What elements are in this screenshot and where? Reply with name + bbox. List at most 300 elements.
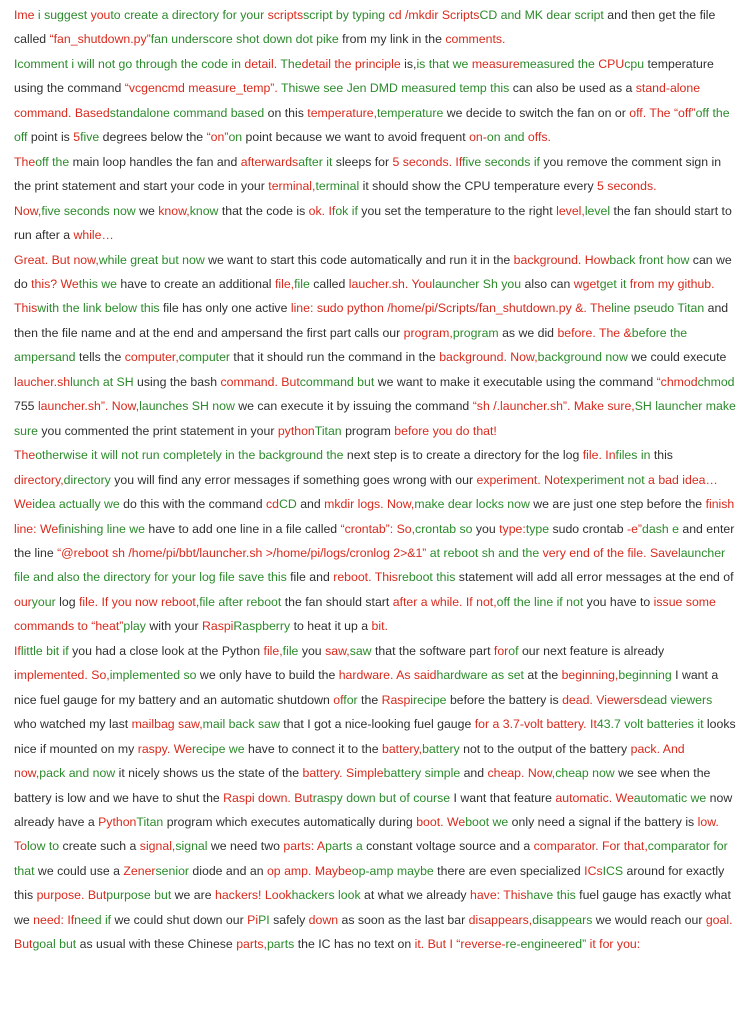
text-run: now already have a [14,790,733,829]
text-run: Raspi down. [223,790,291,805]
text-run: is that we [416,56,472,71]
text-run: directory [63,472,111,487]
text-run: know, [158,203,190,218]
text-run: If [325,203,336,218]
text-run: I want that feature [450,790,556,805]
text-run: have this [526,888,576,903]
text-run: sudo crontab [549,521,627,536]
text-run: 5 seconds. [392,154,453,169]
text-run: line pseudo Titan [611,301,705,316]
text-run: goal. [705,912,733,927]
text-run: reboot this [397,570,456,585]
text-run: low to [27,839,60,854]
text-run: pack and now [39,766,116,781]
transcript-paragraph [14,150,738,199]
text-run: To [14,839,27,854]
text-run: chmod [697,374,735,389]
text-run: make dear locks now [414,497,530,512]
text-run: Raspberry [233,619,291,634]
text-run: wget [573,276,600,291]
text-run: recipe we [191,741,245,756]
text-run: can we do [14,252,732,291]
text-run: and [460,766,488,781]
text-run: Based [71,105,110,120]
text-run: not to the output of the battery [459,741,631,756]
text-run: file. [582,448,602,463]
text-run: CD and MK dear script [479,8,604,22]
text-run: low. [697,814,719,829]
text-run: hardware. [338,668,394,683]
text-run: program, [403,325,453,340]
text-run: You [408,276,433,291]
text-run: is, [404,56,417,71]
text-run: A [314,839,326,854]
text-run: a bad idea… [644,472,718,487]
text-run: know [189,203,219,218]
text-run: temperature, [307,105,378,120]
text-run: need if [74,912,112,927]
text-run: “vcgencmd measure_temp”. [124,81,278,96]
text-run: get it [599,276,627,291]
text-run: the IC has no text on [294,937,415,952]
text-run: with your [145,619,202,634]
text-run: CD [279,497,297,512]
text-run: Now, [506,350,538,365]
text-run: Save [646,545,678,560]
text-run: reboot. [333,570,372,585]
text-run: Icomment i will not go through the code in [14,56,245,71]
text-run: -e” [627,521,643,536]
text-run: file, [263,643,283,658]
text-run: to create a directory for your [110,8,268,22]
text-run: it nicely shows us the state of the [115,766,303,781]
text-run: comments. [445,32,506,47]
text-run: terminal [315,179,360,194]
text-run: we would reach our [592,912,706,927]
text-run: We [612,790,634,805]
text-run: i suggest [34,8,91,22]
text-run: cheap now [555,766,615,781]
text-run: off the [35,154,70,169]
text-run: ICS [602,863,624,878]
text-run: file has only one active [159,301,291,316]
text-run: this [650,448,673,463]
text-run: experiment. [476,472,541,487]
transcript-paragraph [14,199,738,248]
text-run: before you do that! [394,423,497,438]
text-run: around for exactly this [14,863,725,903]
text-run: you set the temperature to the right [357,203,557,218]
text-run: of [508,643,519,658]
text-run: “crontab”: [340,521,394,536]
text-run: file [294,276,310,291]
text-run: goal but [32,937,77,952]
text-run: program which executes automatically during [163,814,417,829]
text-run: “on” [206,130,229,145]
text-run: degrees below the [99,130,207,145]
text-run: we are [171,888,215,903]
text-run: before. [557,325,596,340]
text-run: command but [299,374,375,389]
text-run: implemented so [109,668,197,683]
text-run: cd /mkdir Scripts [388,8,480,22]
text-run: this? [31,276,58,291]
text-run: type: [499,521,526,536]
text-run: automatic we [633,790,707,805]
text-run: Not [540,472,564,487]
text-run: on this [264,105,308,120]
text-run: and enter the line [14,521,735,560]
text-run: So, [87,668,110,683]
text-run: it for you: [586,937,641,952]
text-run: The [586,301,612,316]
text-run: mkdir logs. [324,497,384,512]
text-run: comparator for that [14,839,728,878]
text-run: boot. [416,814,444,829]
text-run: that I got a nice-looking fuel gauge [279,717,475,732]
text-run: But [277,374,300,389]
text-run: As said [393,668,437,683]
text-run: terminal, [268,179,316,194]
text-run: background. [439,350,507,365]
text-run: saw [349,643,372,658]
text-run: of [333,692,344,707]
text-run: disappears, [468,912,533,927]
text-run: also can [521,276,574,291]
text-run: op amp. [266,863,312,878]
text-run: Maybe [311,863,352,878]
text-run: beginning, [561,668,619,683]
text-run: before the battery is [446,692,563,707]
text-run: while… [73,228,114,243]
text-run: we can execute it by issuing the command [234,399,473,414]
text-run: But I “reverse- [424,937,506,952]
text-run: we need two [207,839,284,854]
text-run: level [584,203,611,218]
text-run: raspy. [137,741,171,756]
text-run: The [14,448,36,463]
text-run: offs. [527,130,551,145]
text-run: laucher.sh [14,374,71,389]
text-run: Zener [123,863,156,878]
text-run: idea actually we [32,497,120,512]
text-run: safely [269,912,309,927]
text-run: hardware as set [436,668,524,683]
text-run: pack. [630,741,661,756]
text-run: implemented. [14,668,88,683]
text-run: can also be used as a [509,81,636,96]
text-run: for [493,643,509,658]
text-run: our next feature is already [518,643,665,658]
text-run: you had a close look at the Python [68,643,264,658]
text-run: main loop handles the fan and [69,154,241,169]
text-run: launcher file and also the directory for your log file save this [14,545,726,585]
text-run: we see when the battery is low and we have to shut the [14,766,711,805]
text-run: you have to [583,594,654,609]
text-run: file [282,643,299,658]
text-run: launcher.sh”. [37,399,109,414]
text-run: Now, [524,766,556,781]
text-run: finish line: [14,497,735,536]
text-run: have to create an additional [117,276,275,291]
text-run: standalone command based [109,105,265,120]
text-run: create such a [59,839,140,854]
text-run: The “off” [646,105,696,120]
text-run: temperature [377,105,444,120]
text-run: boot we [465,814,509,829]
text-run: file and [286,570,334,585]
text-run: before the ampersand [14,325,688,365]
text-run: five seconds if [462,154,540,169]
text-run: disappears [532,912,593,927]
text-run: In [601,448,616,463]
text-run: only need a signal if the battery is [508,814,698,829]
text-run: PI [258,912,270,927]
text-run: ok. [308,203,326,218]
text-run: raspy down but of course [312,790,451,805]
text-run: dead viewers [639,692,713,707]
text-run: issue some commands to “heat” [14,594,716,634]
text-run: ok if [335,203,358,218]
text-run: do this with the command [119,497,267,512]
text-run: lunch at SH [70,374,134,389]
transcript-paragraph [14,834,738,956]
text-run: off the line if not [496,594,584,609]
text-run: hackers look [291,888,361,903]
transcript-paragraph [14,639,738,835]
text-run: on and [486,130,528,145]
text-run: the fan should start to run after a [14,203,732,243]
text-run: on- [469,130,487,145]
text-run: beginning [618,668,672,683]
text-run: battery, [381,741,423,756]
text-run: Make sure, [570,399,635,414]
text-run: cheap. [487,766,525,781]
text-run: using the bash [133,374,221,389]
text-run: “sh /.launcher.sh”. [472,399,571,414]
text-run: you [472,521,500,536]
text-run: computer [178,350,231,365]
text-run: 5 [73,130,81,145]
text-run: How [581,252,610,267]
text-run: that the software part [371,643,494,658]
text-run: and then get the file called [14,8,716,47]
text-run: after it [298,154,333,169]
text-run: We [57,276,79,291]
text-run: I want a nice fuel gauge for my battery and an automatic shutdown [14,668,719,707]
text-run: level, [556,203,585,218]
text-run: parts a [325,839,363,854]
text-run: ICs [584,863,603,878]
text-run: on [228,130,243,145]
text-run: crontab so [415,521,473,536]
text-run: Great. [14,252,49,267]
text-run: We [443,814,466,829]
text-run: file. [78,594,99,609]
text-run: type [525,521,550,536]
text-run: for a 3.7-volt battery. [474,717,587,732]
text-run: “@reboot sh /home/pi/bbt/launcher.sh >/home/pi/logs/cronlog 2>&1” [57,545,427,560]
text-run: Raspi [201,619,234,634]
text-run: as we did [498,325,558,340]
text-run: bit. [371,619,388,634]
text-run: play [123,619,146,634]
text-run: We [36,521,59,536]
text-run: If [14,643,21,658]
text-run: But [84,888,107,903]
text-run: little bit if [20,643,69,658]
text-run: it. [414,937,425,952]
text-run: very end of the file. [539,545,647,560]
text-run: script by typing [303,8,389,22]
text-run: background. [513,252,582,267]
text-run: you [298,643,326,658]
text-run: you [90,8,111,22]
text-run: we could execute [627,350,727,365]
text-run: Thiswe see Jen DMD measured temp this [277,81,510,96]
text-run: experiment not [563,472,645,487]
text-run: dead. [562,692,593,707]
text-run: constant voltage source and a [362,839,534,854]
text-run: detail the principle [301,56,405,71]
text-run: we want to make it executable using the command [374,374,657,389]
text-run: Raspi [381,692,414,707]
text-run: file, [274,276,295,291]
text-run: recipe [413,692,447,707]
text-run: and [296,497,325,512]
text-run: down [308,912,339,927]
text-run: five [80,130,100,145]
text-run: five seconds now [41,203,136,218]
text-run: Look [261,888,292,903]
text-run: this we [78,276,118,291]
text-run: It [586,717,597,732]
text-run: from my link in the [338,32,446,47]
text-run: finishing line we [58,521,146,536]
text-run: stand-alone command. [14,81,701,120]
transcript-paragraph [14,443,738,639]
text-run: battery. [302,766,343,781]
text-run: scripts [267,8,304,22]
text-run: looks nice if mounted on my [14,717,736,756]
text-run: background now [537,350,628,365]
text-run: sleeps for [332,154,393,169]
text-run: file after reboot [199,594,282,609]
text-run: the fan should start [281,594,393,609]
transcript-paragraph [14,3,738,52]
text-run: our [14,594,32,609]
text-run: launcher Sh you [432,276,522,291]
text-run: have to add one line in a file called [145,521,341,536]
text-run: have: [470,888,501,903]
text-run: mailbag saw, [131,717,203,732]
text-run: If [452,154,463,169]
text-run: we want to start this code automatically and run it in the [204,252,514,267]
text-run: after a while. [392,594,463,609]
text-run: program [341,423,395,438]
text-run: point because we want to avoid frequent [242,130,470,145]
text-run: We [14,497,33,512]
text-run: as soon as the last bar [338,912,469,927]
text-run: parts, [236,937,267,952]
text-run: Titan [136,814,164,829]
text-run: files in [615,448,651,463]
text-run: saw, [325,643,350,658]
text-run: Ime [14,8,35,22]
text-run: who watched my last [14,717,132,732]
text-run: next step is to create a directory for the log [343,448,583,463]
text-run: battery simple [383,766,461,781]
text-run: If not, [462,594,497,609]
text-run: we are just one step before the [529,497,706,512]
text-run: we could use a [34,863,124,878]
text-run: we could shut down our [111,912,248,927]
text-run: at the [523,668,562,683]
text-run: If [63,912,75,927]
text-run: This [500,888,527,903]
text-run: your [31,594,56,609]
text-run: SH launcher make sure [14,399,736,438]
text-run: called [309,276,349,291]
text-run: op-amp maybe [351,863,434,878]
text-run: diode and an [189,863,267,878]
text-run: 755 [14,399,38,414]
text-run: CPU [598,56,625,71]
text-run: The [277,56,302,71]
text-run: We [170,741,192,756]
text-run: battery [422,741,460,756]
text-run: python [277,423,315,438]
text-run: parts: [283,839,315,854]
text-run: re-engineered” [505,937,587,952]
text-run: This [14,301,38,316]
text-run: cd [266,497,280,512]
text-run: dash e [642,521,679,536]
text-run: otherwise it will not run completely in the background the [35,448,344,463]
text-run: Viewers [592,692,640,707]
text-run: comparator. [533,839,599,854]
text-run: to heat it up a [290,619,372,634]
text-run: computer, [124,350,179,365]
text-run: command. [220,374,278,389]
text-run: Now, [383,497,415,512]
text-run: tells the [75,350,125,365]
text-run: as usual with these Chinese [76,937,237,952]
text-run: laucher.sh. [348,276,409,291]
text-run: But [290,790,313,805]
text-run: Simple [342,766,384,781]
text-run: it should show the CPU temperature every [359,179,598,194]
text-run: If you now reboot, [98,594,200,609]
text-run: that the code is [218,203,309,218]
text-run: Pi [247,912,259,927]
text-run: from my github. [626,276,715,291]
text-run: The & [595,325,632,340]
text-run: “fan_shutdown.py” [49,32,151,47]
text-run: statement will add all error messages at the end of [455,570,734,585]
text-run: purpose. [36,888,85,903]
text-run: The [14,154,36,169]
transcript-paragraph [14,52,738,150]
text-run: you remove the comment sign in the print statement and start your code in your [14,154,722,194]
text-run: you commented the print statement in your [37,423,278,438]
text-run: So, [393,521,416,536]
text-run: at reboot sh and the [426,545,540,560]
text-run: signal [175,839,208,854]
text-run: afterwards [240,154,299,169]
transcript-paragraph [14,296,738,443]
text-run: measure [471,56,520,71]
